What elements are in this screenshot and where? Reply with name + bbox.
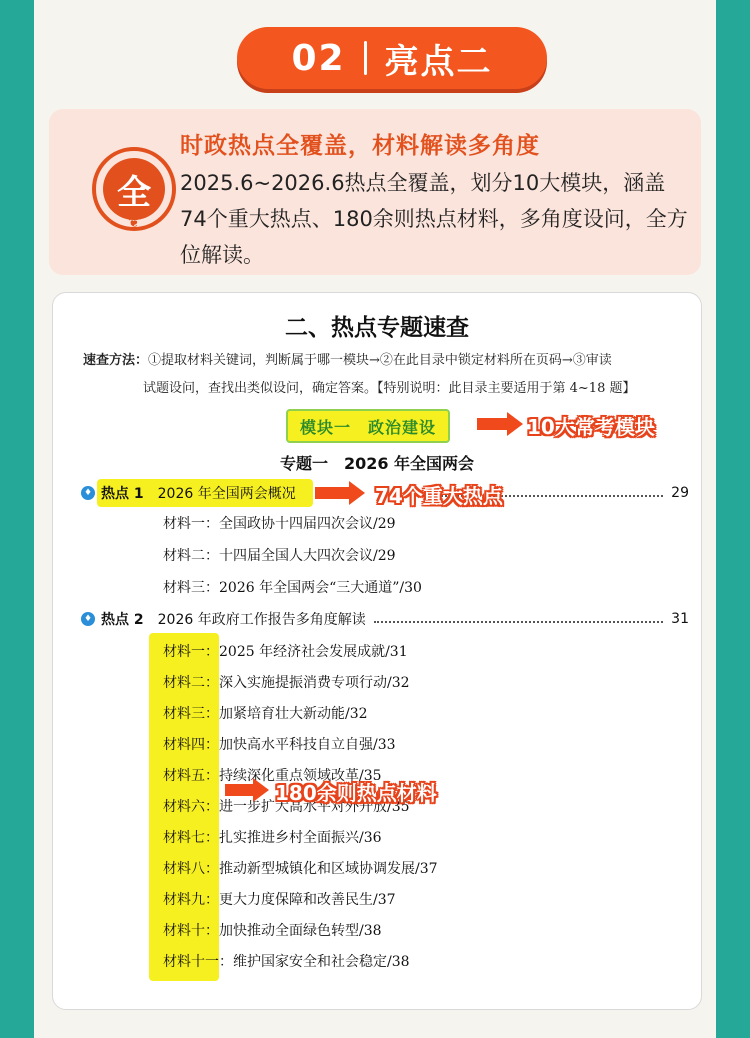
material-label: 材料一： [163,516,219,532]
material-item[interactable] [163,511,683,535]
material-label: 材料八： [163,861,219,877]
hotspot-name: 热点 1 [101,486,144,502]
material-text: 全国政协十四届四次会议/29 [219,516,396,532]
toc-card [52,292,702,1010]
module-callout: 10大常考模块 [527,415,655,439]
material-item[interactable] [163,825,683,849]
material-item[interactable] [163,575,683,599]
leader-dots [374,611,663,623]
hotspot-text: 2026 年政府工作报告多角度解读 [157,612,366,628]
highlight-box [49,109,701,275]
material-label: 材料六： [163,799,219,815]
badge-char: 全 [103,158,165,220]
hotspot-name: 热点 2 [101,612,144,628]
material-label: 材料十一： [163,954,233,970]
card-title: 二、热点专题速查 [285,315,469,341]
material-label: 材料七： [163,830,219,846]
highlight-text: 2025.6~2026.6热点全覆盖，划分10大模块，涵盖74个重大热点、180余则热点材料，多角度设问，全方位解读。 [180,171,688,267]
section-header-pill [237,27,547,89]
material-item[interactable] [163,670,683,694]
material-text: 进一步扩大高水平对外开放/35 [219,799,410,815]
material-text: 加紧培育壮大新动能/32 [219,706,368,722]
method-line-2: 试题设问，查找出类似设问，确定答案。【特别说明：此目录主要适用于第 4~18 题】 [143,381,636,396]
section-title: 亮点二 [384,41,493,82]
section-number: 02 [291,37,346,79]
materials-callout: 180余则热点材料 [275,781,437,805]
material-item[interactable] [163,701,683,725]
material-text: 2026 年全国两会“三大通道”/30 [219,580,422,596]
material-text: 十四届全国人大四次会议/29 [219,548,396,564]
material-text: 2025 年经济社会发展成就/31 [219,644,408,660]
material-item[interactable] [163,732,683,756]
method-label: 速查方法： [83,353,149,368]
material-label: 材料四： [163,737,219,753]
material-item[interactable] [163,887,683,911]
arrow-icon [477,410,523,438]
topic-heading: 专题一 2026 年全国两会 [279,454,475,473]
material-text: 深入实施提振消费专项行动/32 [219,675,410,691]
material-text: 扎实推进乡村全面振兴/36 [219,830,382,846]
material-label: 材料十： [163,923,219,939]
hotspot-callout: 74个重大热点 [375,484,503,508]
material-text: 推动新型城镇化和区域协调发展/37 [219,861,438,877]
material-text: 维护国家安全和社会稳定/38 [233,954,410,970]
material-item[interactable] [163,918,683,942]
material-text: 加快推动全面绿色转型/38 [219,923,382,939]
material-label: 材料九： [163,892,219,908]
arrow-icon [315,479,365,507]
full-coverage-badge-icon [92,147,176,231]
material-item[interactable] [163,949,683,973]
page-panel [34,0,716,1038]
material-label: 材料三： [163,580,219,596]
hotspot-text: 2026 年全国两会概况 [157,486,296,502]
material-text: 加快高水平科技自立自强/33 [219,737,396,753]
lookup-method [83,347,683,403]
material-text: 持续深化重点领域改革/35 [219,768,382,784]
material-label: 材料五： [163,768,219,784]
material-text: 更大力度保障和改善民生/37 [219,892,396,908]
highlight-title: 时政热点全覆盖，材料解读多角度 [180,133,540,159]
material-label: 材料二： [163,675,219,691]
material-item[interactable] [163,543,683,567]
arrow-icon [225,776,269,804]
material-label: 材料三： [163,706,219,722]
divider [364,41,367,75]
wheat-icon: ❦ [128,215,140,231]
fire-icon: ♦ [81,612,95,626]
material-label: 材料二： [163,548,219,564]
material-item[interactable] [163,856,683,880]
module-label: 模块一 政治建设 [286,409,450,443]
material-label: 材料一： [163,644,219,660]
page-number: 31 [671,611,689,627]
hotspot-row[interactable] [81,607,689,631]
page-number: 29 [671,485,689,501]
method-line-1: ①提取材料关键词，判断属于哪一模块→②在此目录中锁定材料所在页码→③审读 [148,353,612,368]
fire-icon: ♦ [81,486,95,500]
material-item[interactable] [163,639,683,663]
